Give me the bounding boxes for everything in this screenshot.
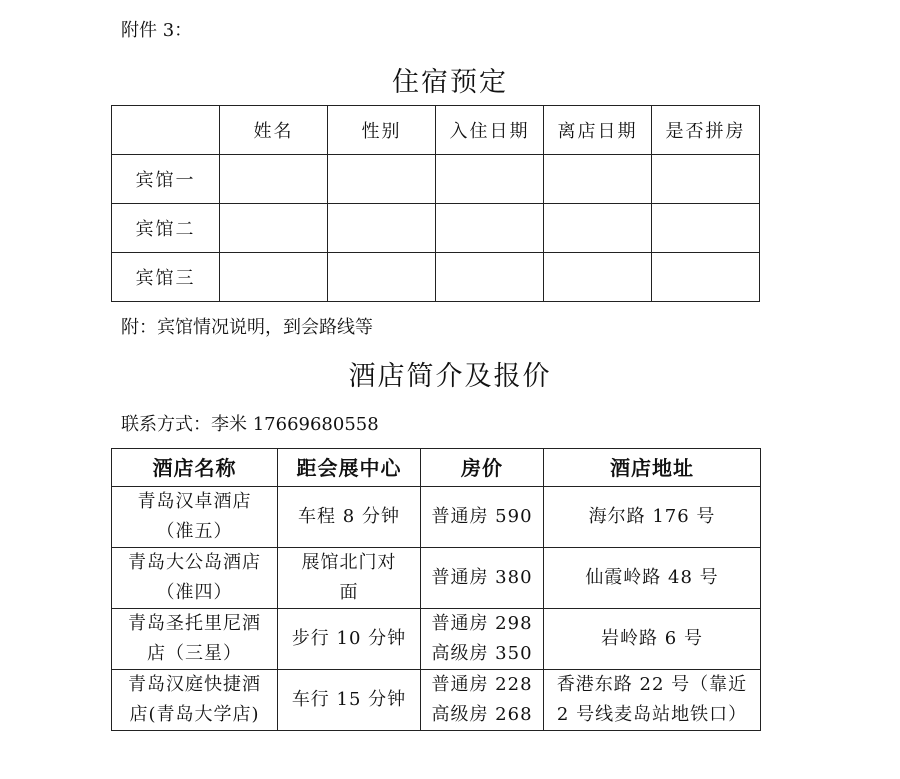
hotel-name-line: 青岛汉庭快捷酒: [128, 674, 261, 695]
booking-header-cell: 姓名: [220, 106, 328, 155]
hotel-distance-cell: [278, 670, 421, 731]
hotel-distance-line: 展馆北门对: [301, 552, 397, 573]
booking-row: [112, 155, 760, 204]
booking-header-cell: [112, 106, 220, 155]
attachment-label: 附件 3：: [121, 20, 193, 41]
hotel-address-cell: [544, 487, 761, 548]
booking-row-label: 宾馆一: [112, 155, 220, 204]
booking-row: [112, 204, 760, 253]
hotel-price-line: 普通房 228: [431, 674, 533, 695]
hotel-address-line: 海尔路 176 号: [588, 506, 716, 527]
booking-cell: [220, 253, 328, 302]
booking-cell: [652, 204, 760, 253]
hotel-name-line: 青岛圣托里尼酒: [128, 613, 261, 634]
booking-row-label: 宾馆三: [112, 253, 220, 302]
booking-cell: [436, 204, 544, 253]
hotel-header-cell: 房价: [421, 449, 544, 487]
booking-cell: [328, 204, 436, 253]
hotel-name-cell: [112, 609, 278, 670]
booking-cell: [220, 204, 328, 253]
hotel-address-line: 仙霞岭路 48 号: [585, 567, 719, 588]
booking-table: [111, 105, 760, 302]
booking-header-cell: 离店日期: [544, 106, 652, 155]
hotel-name-line: 店(青岛大学店): [129, 704, 260, 725]
hotel-name-cell: [112, 548, 278, 609]
hotel-header-cell: 酒店名称: [112, 449, 278, 487]
hotel-price-cell: [421, 609, 544, 670]
booking-row-label: 宾馆二: [112, 204, 220, 253]
hotel-price-cell: [421, 548, 544, 609]
hotel-price-line: 普通房 298: [431, 613, 533, 634]
hotel-distance-cell: [278, 548, 421, 609]
hotel-price-line: 高级房 350: [431, 643, 533, 664]
booking-header-row: [112, 106, 760, 155]
hotel-name-line: 青岛大公岛酒店: [128, 552, 261, 573]
booking-header-cell: 是否拼房: [652, 106, 760, 155]
booking-cell: [328, 253, 436, 302]
hotel-price-line: 普通房 380: [431, 567, 533, 588]
hotel-name-cell: [112, 487, 278, 548]
booking-cell: [328, 155, 436, 204]
hotel-distance-cell: [278, 487, 421, 548]
hotel-header-cell: 酒店地址: [544, 449, 761, 487]
hotel-name-line: （准五）: [156, 521, 233, 542]
booking-cell: [220, 155, 328, 204]
hotel-row: [112, 548, 761, 609]
hotel-name-cell: [112, 670, 278, 731]
hotel-price-cell: [421, 670, 544, 731]
hotel-address-cell: [544, 548, 761, 609]
hotel-distance-line: 车程 8 分钟: [298, 506, 400, 527]
hotel-name-line: 店（三星）: [147, 643, 242, 664]
booking-cell: [652, 155, 760, 204]
hotel-row: [112, 487, 761, 548]
hotel-price-line: 普通房 590: [431, 506, 533, 527]
note-text: 附：宾馆情况说明，到会路线等: [121, 317, 373, 338]
booking-cell: [544, 253, 652, 302]
booking-title: 住宿预定: [392, 67, 508, 98]
booking-cell: [652, 253, 760, 302]
hotel-header-row: [112, 449, 761, 487]
hotel-distance-line: 车行 15 分钟: [291, 689, 407, 710]
hotel-distance-line: 面: [339, 582, 359, 603]
hotel-name-line: 青岛汉卓酒店: [137, 491, 252, 512]
hotel-distance-cell: [278, 609, 421, 670]
hotel-address-cell: [544, 609, 761, 670]
hotel-header-cell: 距会展中心: [278, 449, 421, 487]
hotel-price-line: 高级房 268: [431, 704, 533, 725]
hotel-price-cell: [421, 487, 544, 548]
hotel-name-line: （准四）: [156, 582, 233, 603]
booking-cell: [436, 155, 544, 204]
hotel-address-cell: [544, 670, 761, 731]
hotel-address-line: 香港东路 22 号（靠近: [556, 674, 748, 695]
contact-info: 联系方式：李米 17669680558: [121, 414, 379, 435]
booking-header-cell: 性别: [328, 106, 436, 155]
hotel-row: [112, 609, 761, 670]
booking-cell: [436, 253, 544, 302]
hotel-table: [111, 448, 761, 731]
booking-header-cell: 入住日期: [436, 106, 544, 155]
hotel-section-title: 酒店简介及报价: [348, 361, 552, 392]
hotel-address-line: 2 号线麦岛站地铁口）: [556, 704, 748, 725]
hotel-row: [112, 670, 761, 731]
booking-row: [112, 253, 760, 302]
hotel-address-line: 岩岭路 6 号: [601, 628, 703, 649]
booking-cell: [544, 155, 652, 204]
hotel-distance-line: 步行 10 分钟: [291, 628, 407, 649]
booking-cell: [544, 204, 652, 253]
